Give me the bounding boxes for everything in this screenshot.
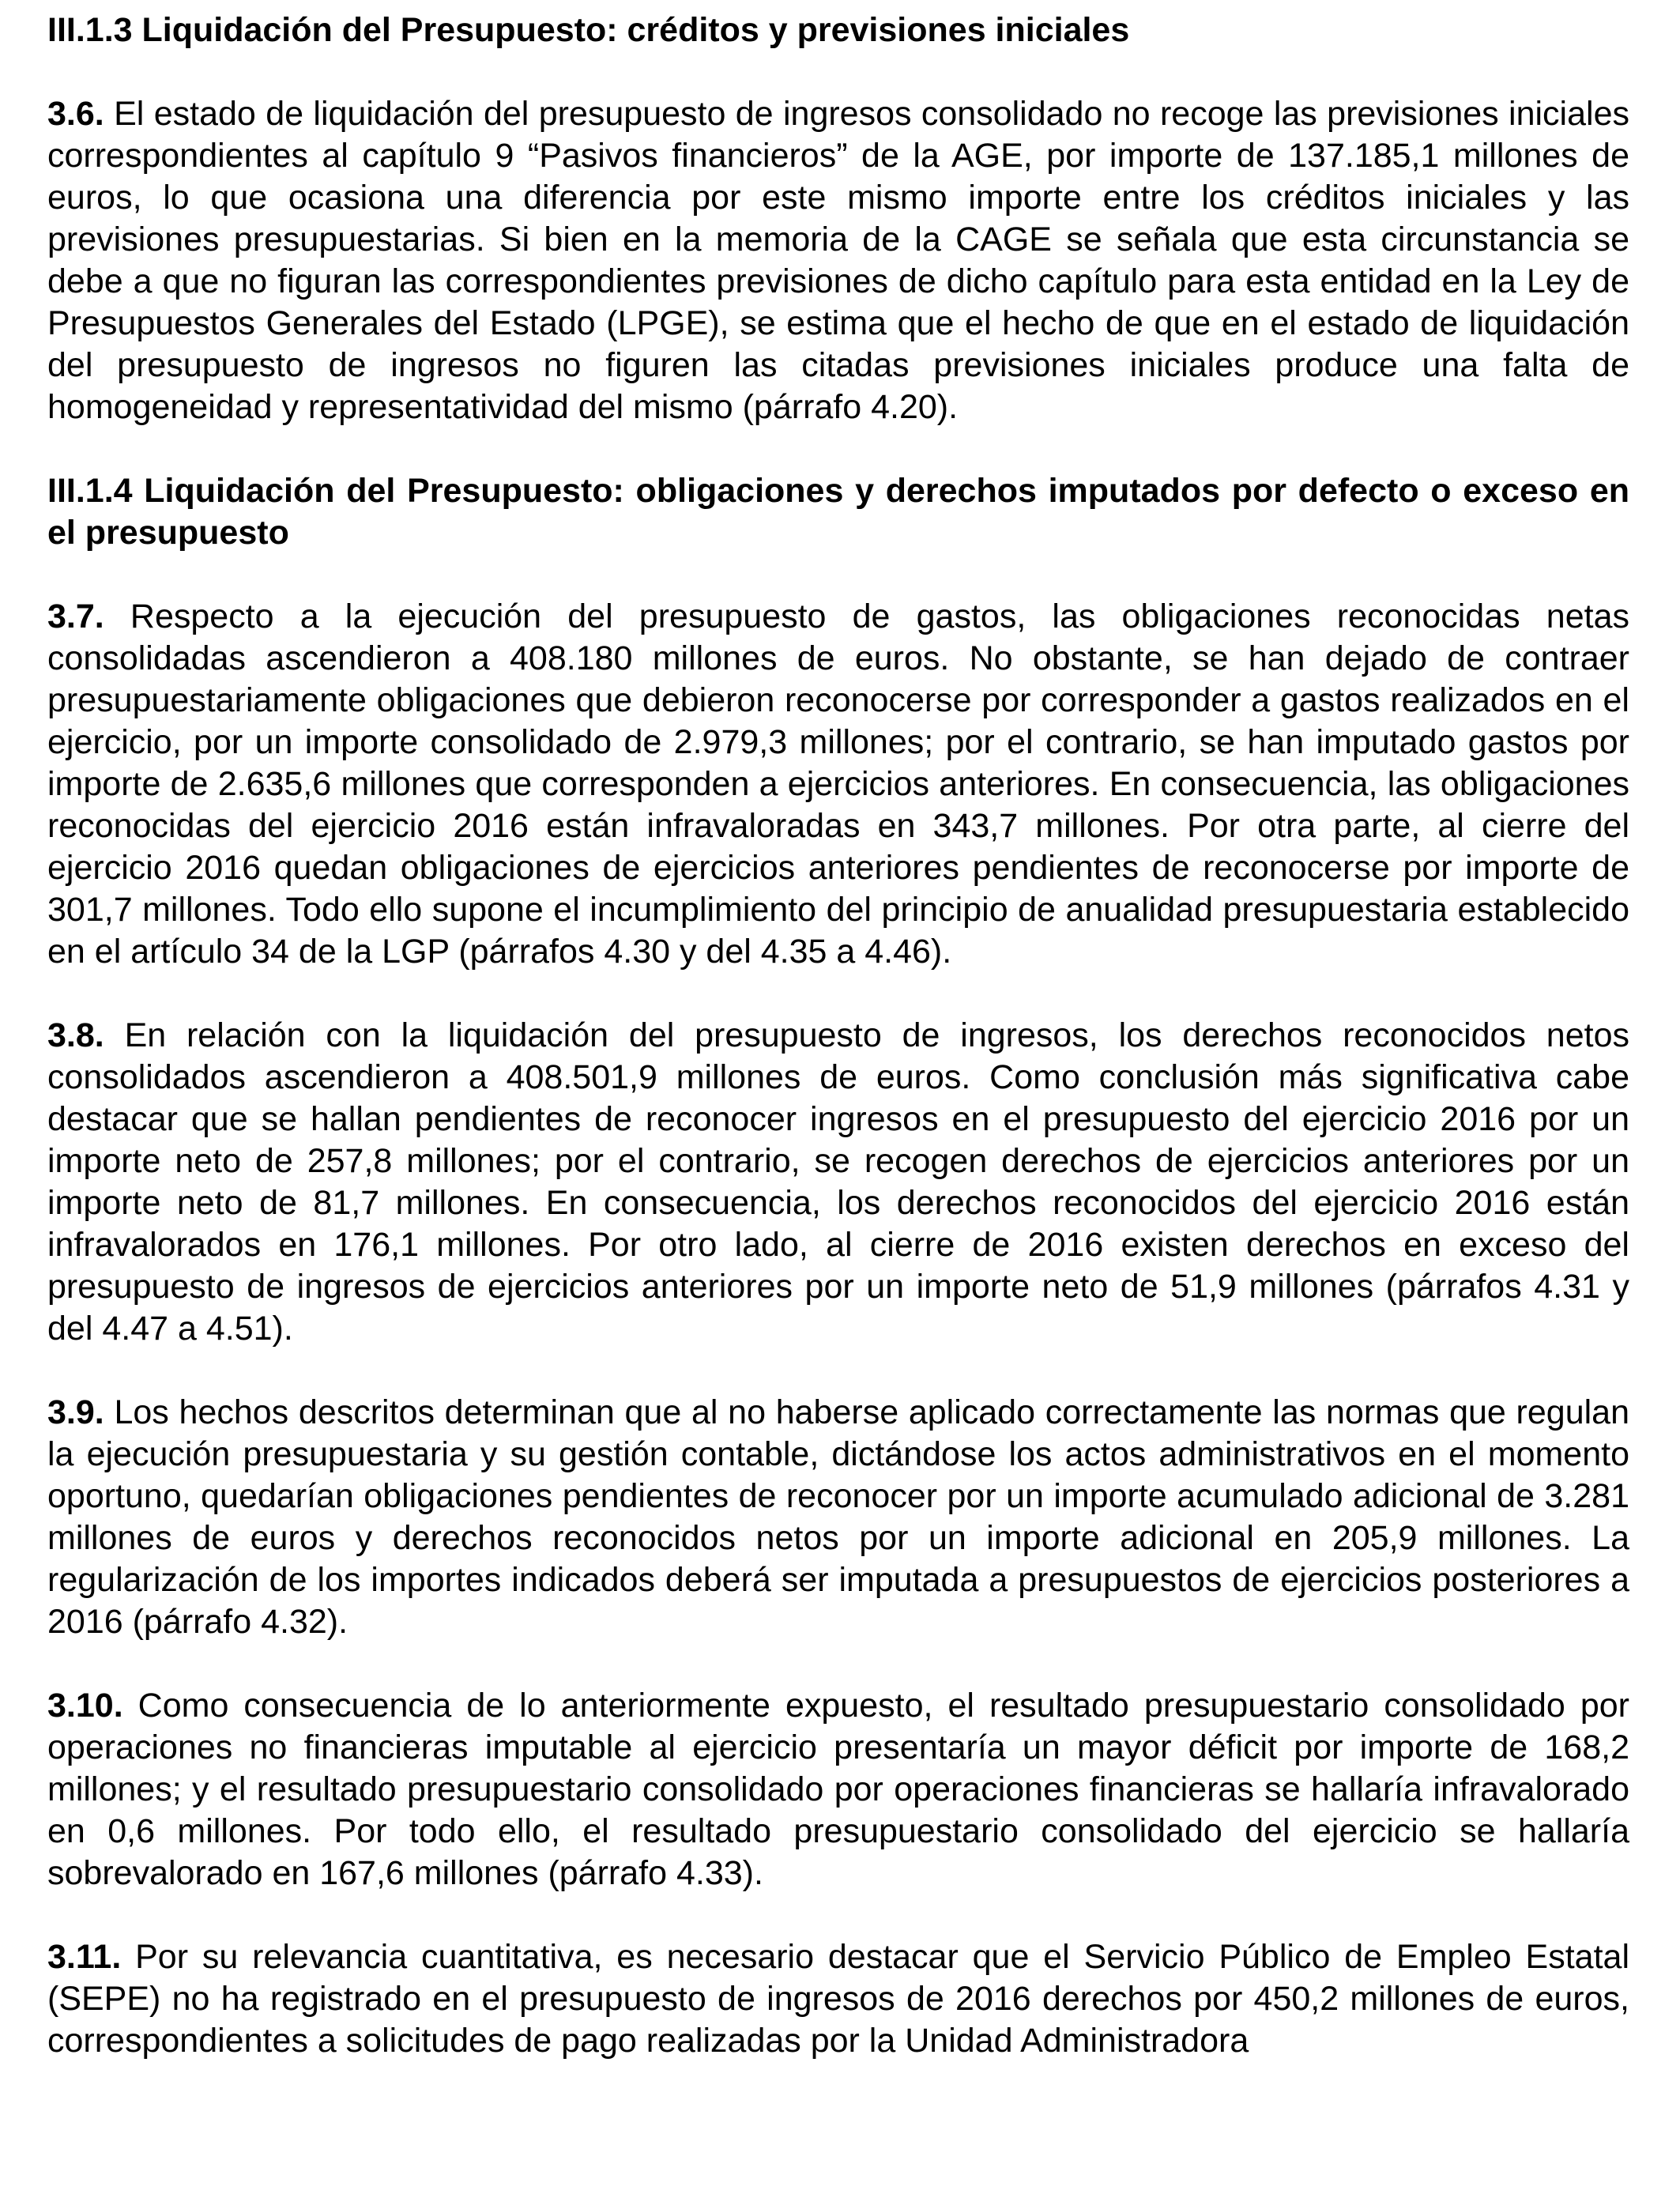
paragraph-text: Los hechos descritos determinan que al no haberse aplicado correctamente las normas que regulan la ejecución presupuestaria y su gestión contable, dictándose los actos administrativos en el momento oportuno, quedarían obligaciones pendientes de reconocer por un importe acumulado adicional de 3.281 millones de euros y derechos reconocidos netos por un importe adicional en 205,9 millones. La regularización de los importes indicados deberá ser imputada a presupuestos de ejercicios posteriores a 2016 (párrafo 4.32).	[47, 1393, 1629, 1641]
section-heading-iii-1-3: III.1.3 Liquidación del Presupuesto: créditos y previsiones iniciales	[47, 11, 1130, 49]
paragraph-number: 3.9.	[47, 1393, 104, 1431]
paragraph-3-8	[47, 1015, 1629, 1350]
paragraph-number: 3.6.	[47, 95, 104, 133]
paragraph-text: Respecto a la ejecución del presupuesto de gastos, las obligaciones reconocidas netas consolidadas ascendieron a 408.180 millones de euros. No obstante, se han dejado de contraer presupuestariamente obligaciones que debieron reconocerse por corresponder a gastos realizados en el ejercicio, por un importe consolidado de 2.979,3 millones; por el contrario, se han imputado gastos por importe de 2.635,6 millones que corresponden a ejercicios anteriores. En consecuencia, las obligaciones reconocidas del ejercicio 2016 están infravaloradas en 343,7 millones. Por otra parte, al cierre del ejercicio 2016 quedan obligaciones de ejercicios anteriores pendientes de reconocerse por importe de 301,7 millones. Todo ello supone el incumplimiento del principio de anualidad presupuestaria establecido en el artículo 34 de la LGP (párrafos 4.30 y del 4.35 a 4.46).	[47, 598, 1629, 971]
paragraph-text: Por su relevancia cuantitativa, es necesario destacar que el Servicio Público de Empleo Estatal (SEPE) no ha registrado en el presupuesto de ingresos de 2016 derechos por 450,2 millones de euros, correspondientes a solicitudes de pago realizadas por la Unidad Administradora	[47, 1938, 1629, 2060]
paragraph-3-10	[47, 1685, 1629, 1894]
paragraph-number: 3.10.	[47, 1687, 123, 1725]
paragraph-number: 3.8.	[47, 1016, 104, 1054]
paragraph-number: 3.7.	[47, 598, 104, 635]
document-page	[47, 9, 1629, 2062]
paragraph-3-7	[47, 596, 1629, 973]
section-heading-iii-1-4: III.1.4 Liquidación del Presupuesto: obligaciones y derechos imputados por defecto o exceso en el presupuesto	[47, 472, 1629, 552]
paragraph-3-11	[47, 1936, 1629, 2062]
paragraph-text: En relación con la liquidación del presupuesto de ingresos, los derechos reconocidos netos consolidados ascendieron a 408.501,9 millones de euros. Como conclusión más significativa cabe destacar que se hallan pendientes de reconocer ingresos en el presupuesto del ejercicio 2016 por un importe neto de 257,8 millones; por el contrario, se recogen derechos de ejercicios anteriores por un importe neto de 81,7 millones. En consecuencia, los derechos reconocidos del ejercicio 2016 están infravalorados en 176,1 millones. Por otro lado, al cierre de 2016 existen derechos en exceso del presupuesto de ingresos de ejercicios anteriores por un importe neto de 51,9 millones (párrafos 4.31 y del 4.47 a 4.51).	[47, 1016, 1629, 1348]
paragraph-text: Como consecuencia de lo anteriormente expuesto, el resultado presupuestario consolidado por operaciones no financieras imputable al ejercicio presentaría un mayor déficit por importe de 168,2 millones; y el resultado presupuestario consolidado por operaciones financieras se hallaría infravalorado en 0,6 millones. Por todo ello, el resultado presupuestario consolidado del ejercicio se hallaría sobrevalorado en 167,6 millones (párrafo 4.33).	[47, 1687, 1629, 1892]
paragraph-text: El estado de liquidación del presupuesto de ingresos consolidado no recoge las previsiones iniciales correspondientes al capítulo 9 “Pasivos financieros” de la AGE, por importe de 137.185,1 millones de euros, lo que ocasiona una diferencia por este mismo importe entre los créditos iniciales y las previsiones presupuestarias. Si bien en la memoria de la CAGE se señala que esta circunstancia se debe a que no figuran las correspondientes previsiones de dicho capítulo para esta entidad en la Ley de Presupuestos Generales del Estado (LPGE), se estima que el hecho de que en el estado de liquidación del presupuesto de ingresos no figuren las citadas previsiones iniciales produce una falta de homogeneidad y representatividad del mismo (párrafo 4.20).	[47, 95, 1629, 426]
paragraph-3-6	[47, 93, 1629, 428]
paragraph-number: 3.11.	[47, 1938, 122, 1976]
paragraph-3-9	[47, 1392, 1629, 1643]
